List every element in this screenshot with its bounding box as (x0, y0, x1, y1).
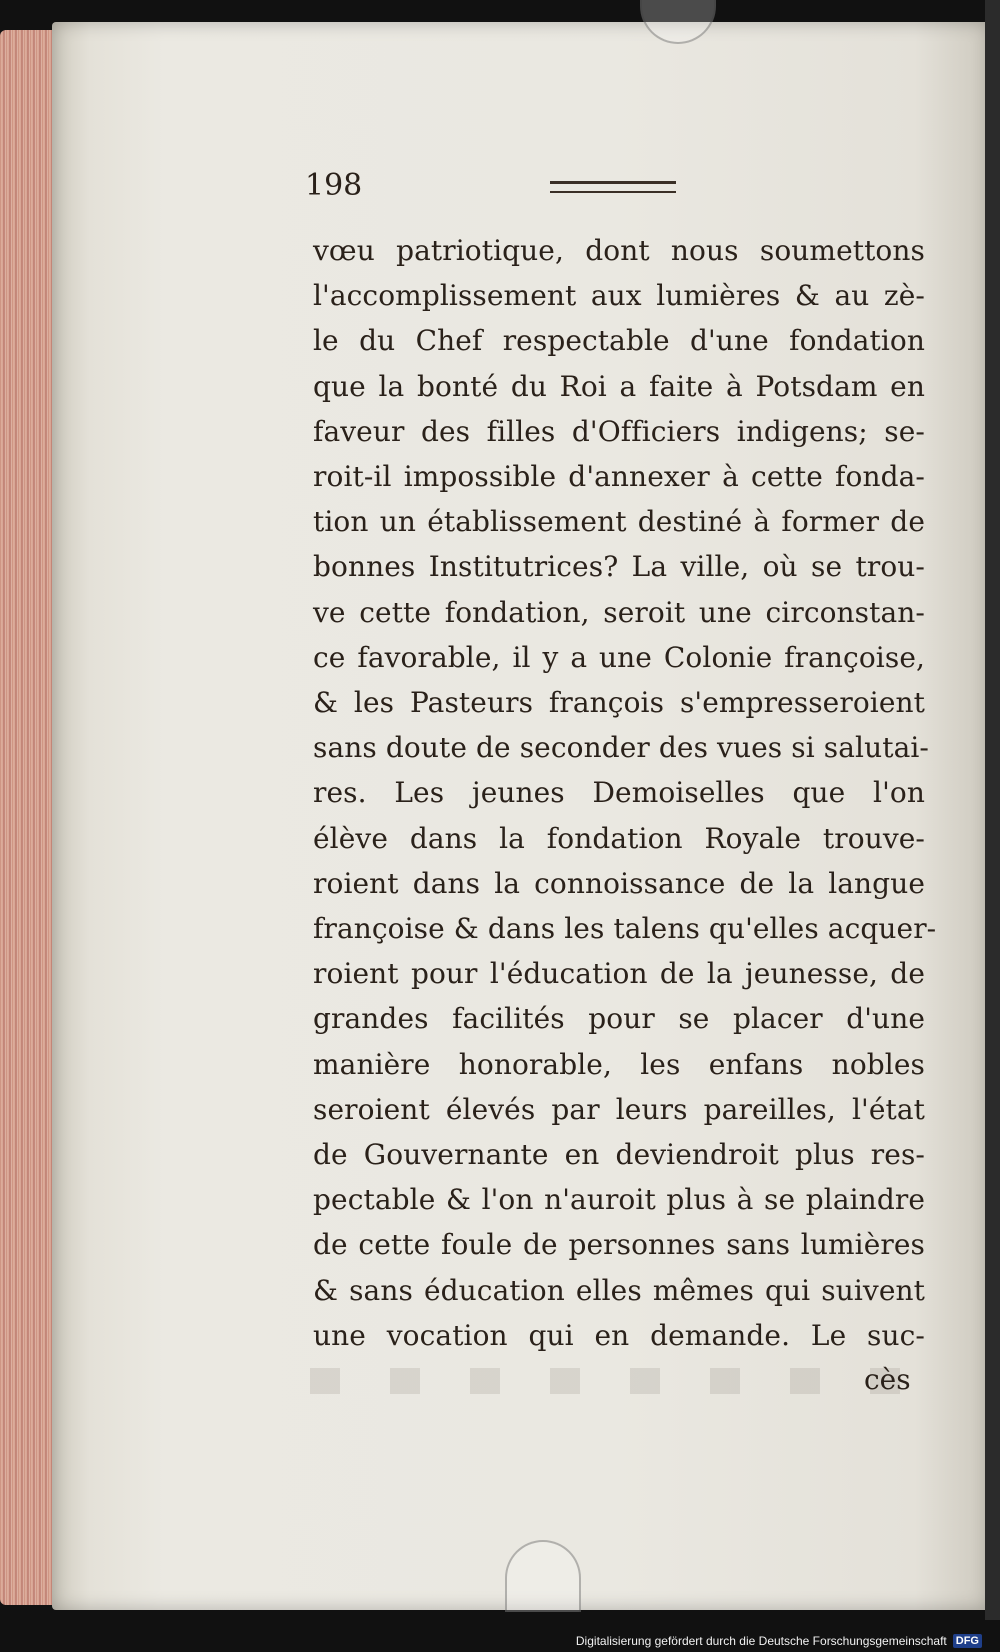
text-line: vœu patriotique, dont nous soumettons (313, 234, 925, 267)
text-line: res. Les jeunes Demoiselles que l'on (313, 776, 925, 810)
text-line: seroient élevés par leurs pareilles, l'état (313, 1092, 925, 1126)
scanner-border (985, 0, 1000, 1620)
bleed-through-text (310, 1368, 910, 1394)
credit-text: Digitalisierung gefördert durch die Deutsche Forschungsgemeinschaft (575, 1634, 947, 1648)
catchword: cès (864, 1363, 911, 1396)
text-line: grandes facilités pour se placer d'une (313, 1002, 925, 1036)
text-line: manière honorable, les enfans nobles (313, 1047, 925, 1081)
text-line: françoise & dans les talens qu'elles acquer- (313, 912, 937, 946)
text-line: tion un établissement destiné à former de (313, 505, 925, 539)
text-line: élève dans la fondation Royale trouve- (313, 821, 925, 855)
text-line: bonnes Institutrices? La ville, où se trou- (313, 550, 925, 584)
text-line: pectable & l'on n'auroit plus à se plaindre (313, 1183, 925, 1217)
text-line: roient dans la connoissance de la langue (313, 866, 925, 900)
text-line: l'accomplissement aux lumières & au zè- (313, 279, 925, 313)
text-line: & les Pasteurs françois s'empresseroient (313, 686, 925, 720)
page-header (305, 168, 925, 208)
text-line: de cette foule de personnes sans lumières (313, 1228, 925, 1262)
text-line: une vocation qui en demande. Le suc- (313, 1318, 925, 1352)
text-line: de Gouvernante en deviendroit plus res- (313, 1138, 925, 1172)
text-line: le du Chef respectable d'une fondation (313, 324, 925, 358)
text-line: & sans éducation elles mêmes qui suivent (313, 1273, 925, 1307)
text-line: roient pour l'éducation de la jeunesse, de (313, 957, 925, 991)
text-line: ce favorable, il y a une Colonie françoise, (313, 640, 925, 674)
page-clip-bottom (505, 1540, 581, 1612)
text-line: que la bonté du Roi a faite à Potsdam en (313, 369, 925, 403)
body-text (313, 228, 937, 1358)
page-number: 198 (305, 168, 363, 203)
dfg-logo: DFG (953, 1634, 982, 1648)
text-line: sans doute de seconder des vues si salutai- (313, 731, 929, 765)
header-ornament-rule (550, 181, 676, 193)
text-line: ve cette fondation, seroit une circonstan- (313, 595, 925, 629)
text-line: faveur des filles d'Officiers indigens; se- (313, 414, 925, 448)
text-line: roit-il impossible d'annexer à cette fonda- (313, 460, 925, 494)
digitization-credit (576, 1634, 982, 1648)
